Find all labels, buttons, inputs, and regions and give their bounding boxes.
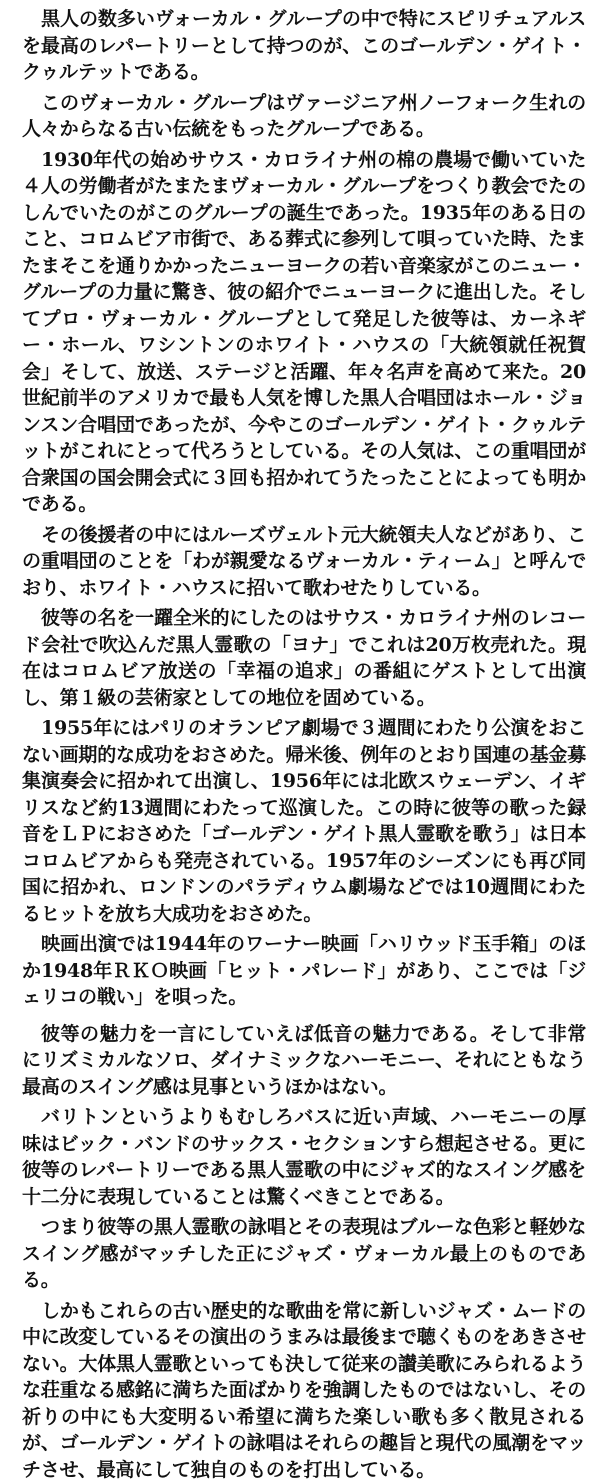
paragraph-history: 1930年代の始めサウス・カロライナ州の棉の農場で働いていた４人の労働者がたまたまヴォーカル・グループをつくり教会でたのしんでいたのがこのグループの誕生であった。1935年のある日のこと、コロムビア市街で、ある葬式に参列して唄っていた時、たまたまそこを通りかかったニューヨークの若い音楽家がこのニュー・グループの力量に驚き、彼の紹介でニューヨークに進出した。そしてプロ・ヴォーカル・グループとして発足した彼等は、カーネギー・ホール、ワシントンのホワイト・ハウスの「大統領就任祝賀会」そして、放送、ステージと活躍、年々名声を高めて来た。20世紀前半のアメリカで最も人気を博した黒人合唱団はホール・ジョンスン合唱団であったが、今やこのゴールデン・ゲイト・クゥルテットがこれにとって代ろうとしている。その人気は、この重唱団が合衆国の国会開会式に３回も招かれてうたったことによっても明かである。 [22,147,586,518]
paragraph-intro: 黒人の数多いヴォーカル・グループの中で特にスピリチュアルスを最高のレパートリーとして持つのが、このゴールデン・ゲイト・クゥルテットである。 [22,6,586,86]
paragraph-films: 映画出演では1944年のワーナー映画「ハリウッド玉手箱」のほか1948年ＲＫＯ映画「ヒット・パレード」があり、ここでは「ジェリコの戦い」を唄った。 [22,931,586,1011]
paragraph-harmony: バリトンというよりもむしろバスに近い声域、ハーモニーの厚味はビック・バンドのサックス・セクションすら想起させる。更に彼等のレパートリーである黒人霊歌の中にジャズ的なスイング感を十二分に表現していることは驚くべきことである。 [22,1104,586,1210]
paragraph-appeal: 彼等の魅力を一言にしていえば低音の魅力である。そして非常にリズミカルなソロ、ダイナミックなハーモニー、それにともなう最高のスイング感は見事というほかはない。 [22,1021,586,1101]
paragraph-fame: 彼等の名を一躍全米的にしたのはサウス・カロライナ州のレコード会社で吹込んだ黒人霊歌の「ヨナ」でこれは20万枚売れた。現在はコロムビア放送の「幸福の追求」の番組にゲストとして出演し、第１級の芸術家としての地位を固めている。 [22,605,586,711]
paragraph-tours: 1955年にはパリのオランピア劇場で３週間にわたり公演をおこない画期的な成功をおさめた。帰米後、例年のとおり国連の基金募集演奏会に招かれて出演し、1956年には北欧スウェーデン、イギリスなど約13週間にわたって巡演した。この時に彼等の歌った録音をＬＰにおさめた「ゴールデン・ゲイト黒人霊歌を歌う」は日本コロムビアからも発売されている。1957年のシーズンにも再び同国に招かれ、ロンドンのパラディウム劇場などでは10週間にわたるヒットを放ち大成功をおさめた。 [22,715,586,927]
paragraph-conclusion: しかもこれらの古い歴史的な歌曲を常に新しいジャズ・ムードの中に改変しているその演出のうまみは最後まで聴くものをあきさせない。大体黒人霊歌といっても決して従来の讃美歌にみられるような荘重なる感銘に満ちた面ばかりを強調したものではないし、その祈りの中にも大変明るい希望に満ちた楽しい歌も多く散見されるが、ゴールデン・ゲイトの詠唱はそれらの趣旨と現代の風潮をマッチさせ、最高にして独自のものを打出している。 [22,1298,586,1483]
paragraph-expression: つまり彼等の黒人霊歌の詠唱とその表現はブルーな色彩と軽妙なスイング感がマッチした正にジャズ・ヴォーカル最上のものである。 [22,1214,586,1294]
paragraph-origin: このヴォーカル・グループはヴァージニア州ノーフォーク生れの人々からなる古い伝統をもったグループである。 [22,90,586,143]
paragraph-supporters: その後援者の中にはルーズヴェルト元大統領夫人などがあり、この重唱団のことを「わが親愛なるヴォーカル・ティーム」と呼んでおり、ホワイト・ハウスに招いて歌わせたりしている。 [22,522,586,602]
